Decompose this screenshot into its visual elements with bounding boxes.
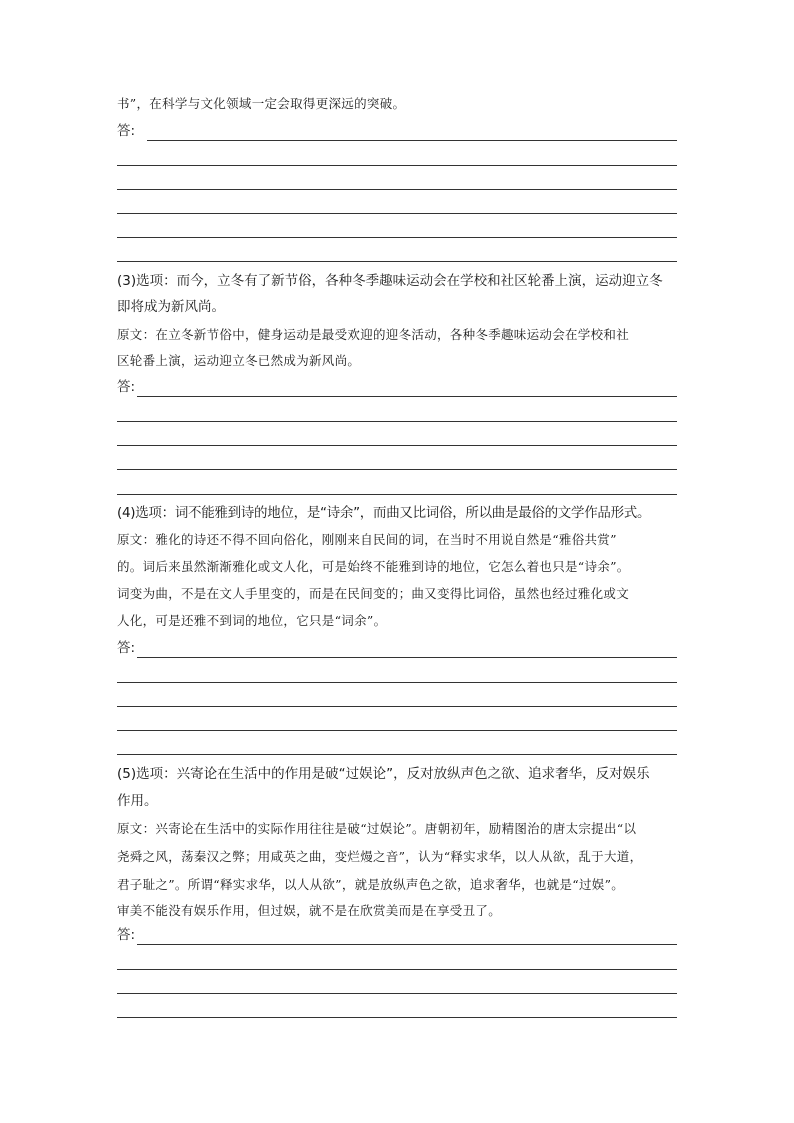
- answer-line[interactable]: [117, 754, 677, 755]
- answer-label: 答:: [117, 123, 136, 139]
- answer-underline: [137, 396, 677, 397]
- q5-original-line: 审美不能没有娱乐作用，但过娱，就不是在欣赏美而是在享受丑了。: [117, 903, 502, 918]
- answer-line[interactable]: [117, 237, 677, 238]
- answer-line[interactable]: [117, 421, 677, 422]
- answer-label: 答:: [117, 640, 136, 656]
- answer-line[interactable]: [117, 469, 677, 470]
- q5-original-line: 君子耻之”。所谓“释实求华，以人从欲”，就是放纵声色之欲，追求奢华，也就是“过娱”。: [117, 877, 625, 892]
- answer-line[interactable]: [117, 1017, 677, 1018]
- answer-line[interactable]: [117, 165, 677, 166]
- q3-original-line: 区轮番上演，运动迎立冬已然成为新风尚。: [117, 353, 361, 368]
- answer-row-4[interactable]: [117, 638, 677, 658]
- q4-original-line: 的。词后来虽然渐渐雅化或文人化，可是始终不能雅到诗的地位，它怎么着也只是“诗余”。: [117, 559, 630, 574]
- answer-line[interactable]: [117, 706, 677, 707]
- q4-option-line: (4)选项：词不能雅到诗的地位，是“诗余”，而曲又比词俗，所以曲是最俗的文学作品形式。: [117, 505, 651, 521]
- q3-option-line: (3)选项：而今，立冬有了新节俗，各种冬季趣味运动会在学校和社区轮番上演，运动迎立冬: [117, 273, 663, 289]
- answer-line[interactable]: [117, 494, 677, 495]
- q4-original-line: 人化，可是还雅不到词的地位，它只是“词余”。: [117, 613, 387, 628]
- intro-tail-text: 书”，在科学与文化领域一定会取得更深远的突破。: [117, 96, 406, 111]
- q5-option-line: (5)选项：兴寄论在生活中的作用是破“过娱论”，反对放纵声色之欲、追求奢华，反对娱乐: [117, 766, 650, 782]
- q5-original-line: 原文：兴寄论在生活中的实际作用往往是破“过娱论”。唐朝初年，励精图治的唐太宗提出“以: [117, 821, 637, 836]
- answer-underline: [137, 944, 677, 945]
- answer-row-5[interactable]: [117, 925, 677, 945]
- answer-row-3[interactable]: [117, 377, 677, 397]
- answer-underline: [137, 657, 677, 658]
- answer-line[interactable]: [117, 969, 677, 970]
- q3-original-line: 原文：在立冬新节俗中，健身运动是最受欢迎的迎冬活动，各种冬季趣味运动会在学校和社: [117, 327, 630, 342]
- answer-label: 答:: [117, 379, 136, 395]
- q5-option-line: 作用。: [117, 793, 158, 809]
- answer-line[interactable]: [117, 730, 677, 731]
- answer-line[interactable]: [117, 445, 677, 446]
- q3-option-line: 即将成为新风尚。: [117, 299, 225, 315]
- answer-line[interactable]: [117, 261, 677, 262]
- q5-original-line: 尧舜之风，荡秦汉之弊；用咸英之曲，变烂熳之音”，认为“释实求华，以人从欲，乱于大道，: [117, 849, 643, 864]
- answer-label: 答:: [117, 927, 136, 943]
- answer-line[interactable]: [117, 213, 677, 214]
- answer-line[interactable]: [117, 189, 677, 190]
- q4-original-line: 原文：雅化的诗还不得不回向俗化，刚刚来自民间的词，在当时不用说自然是“雅俗共赏”: [117, 532, 617, 547]
- answer-line[interactable]: [117, 993, 677, 994]
- q4-original-line: 词变为曲，不是在文人手里变的，而是在民间变的；曲又变得比词俗，虽然也经过雅化或文: [117, 586, 630, 601]
- answer-row-2[interactable]: [117, 121, 677, 141]
- answer-underline: [147, 140, 677, 141]
- answer-line[interactable]: [117, 682, 677, 683]
